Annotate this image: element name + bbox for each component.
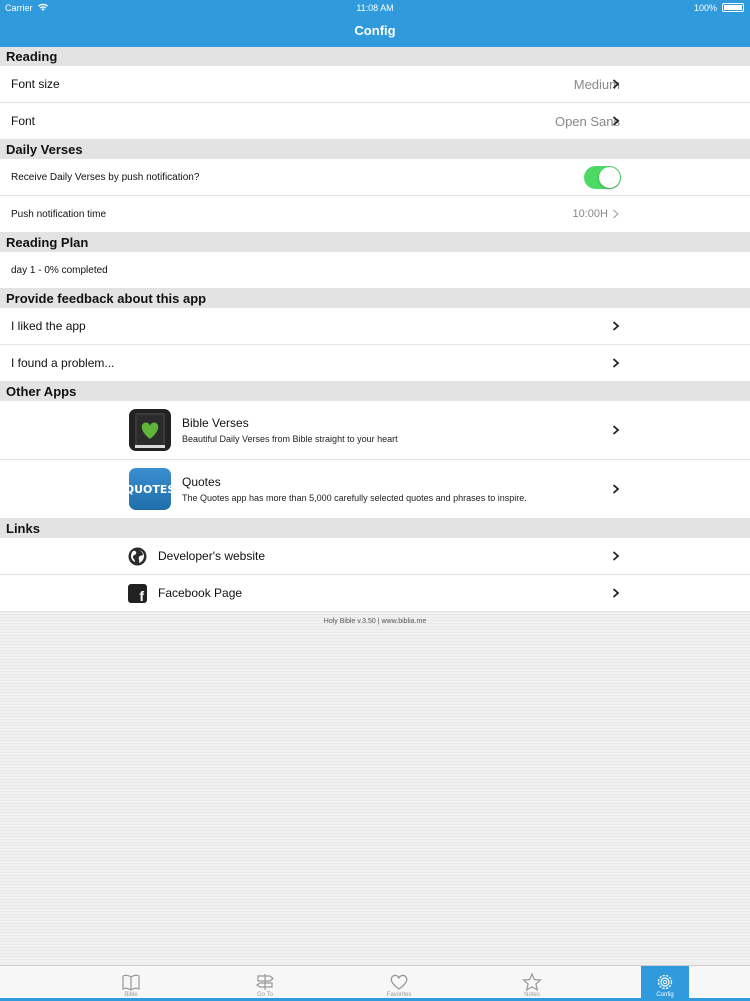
- chevron-right-icon: [612, 358, 620, 366]
- font-row[interactable]: [0, 103, 750, 140]
- app-name: Quotes: [182, 475, 221, 489]
- liked-app-row[interactable]: [0, 308, 750, 345]
- battery-icon: [722, 3, 744, 12]
- push-time-label: Push notification time: [11, 208, 107, 220]
- tab-notes[interactable]: [497, 966, 567, 1001]
- font-size-label: Font size: [11, 77, 60, 91]
- gear-icon: [655, 973, 675, 991]
- tab-bar: [0, 965, 750, 1001]
- chevron-right-icon: [612, 321, 620, 329]
- bible-book-icon: [129, 409, 171, 451]
- section-header-links: Links: [0, 519, 750, 538]
- font-value: Open Sans: [554, 113, 620, 129]
- quotes-app-icon: QUOTES: [129, 468, 171, 510]
- section-header-reading: Reading: [0, 47, 750, 66]
- app-row-bible-verses[interactable]: [0, 401, 750, 460]
- tab-label: Favorites: [386, 992, 412, 998]
- app-description: Beautiful Daily Verses from Bible straight to your heart: [182, 434, 398, 444]
- open-book-icon: [121, 973, 141, 991]
- reading-plan-row[interactable]: [0, 252, 750, 289]
- found-problem-label: I found a problem...: [11, 356, 115, 370]
- facebook-page-row[interactable]: [0, 575, 750, 612]
- tab-go-to[interactable]: [230, 966, 300, 1001]
- settings-list: [0, 47, 750, 625]
- tab-label: Go To: [257, 992, 273, 998]
- facebook-page-label: Facebook Page: [158, 586, 243, 600]
- reading-plan-progress: day 1 - 0% completed: [11, 264, 108, 276]
- chevron-right-icon: [612, 116, 620, 124]
- section-header-feedback: Provide feedback about this app: [0, 289, 750, 308]
- clock: 11:08 AM: [356, 3, 394, 13]
- push-time-value: 10:00H: [572, 208, 608, 220]
- page-title: Config: [354, 23, 396, 38]
- status-bar: [0, 0, 750, 16]
- app-row-quotes[interactable]: [0, 460, 750, 519]
- section-header-reading-plan: Reading Plan: [0, 233, 750, 252]
- liked-app-label: I liked the app: [11, 319, 86, 333]
- section-header-daily-verses: Daily Verses: [0, 140, 750, 159]
- developer-website-row[interactable]: [0, 538, 750, 575]
- section-header-other-apps: Other Apps: [0, 382, 750, 401]
- navigation-bar: [0, 0, 750, 47]
- chevron-right-icon: [612, 588, 620, 596]
- tab-favorites[interactable]: [364, 966, 434, 1001]
- chevron-right-icon: [612, 425, 620, 433]
- facebook-icon: f: [128, 584, 147, 603]
- version-footer: Holy Bible v.3.50 | www.biblia.me: [323, 618, 427, 625]
- push-notification-row: [0, 159, 750, 196]
- tab-label: Config: [656, 992, 674, 998]
- heart-icon: [389, 973, 409, 991]
- tab-bible[interactable]: [96, 966, 166, 1001]
- tab-label: Bible: [124, 992, 138, 998]
- chevron-right-icon: [612, 484, 620, 492]
- globe-icon: [128, 547, 147, 566]
- font-size-row[interactable]: [0, 66, 750, 103]
- carrier-label: Carrier: [5, 3, 33, 13]
- chevron-right-icon: [612, 551, 620, 559]
- app-name: Bible Verses: [182, 416, 249, 430]
- push-notification-toggle[interactable]: [584, 166, 621, 189]
- found-problem-row[interactable]: [0, 345, 750, 382]
- chevron-right-icon: [612, 79, 620, 87]
- tab-config[interactable]: [641, 966, 689, 1001]
- tab-label: Notes: [524, 992, 540, 998]
- app-description: The Quotes app has more than 5,000 carefully selected quotes and phrases to inspire.: [182, 493, 527, 503]
- font-label: Font: [11, 114, 36, 128]
- star-icon: [522, 973, 542, 991]
- developer-website-label: Developer's website: [158, 549, 266, 563]
- signpost-icon: [255, 973, 275, 991]
- battery-percent: 100%: [693, 3, 717, 13]
- font-size-value: Medium: [573, 76, 620, 92]
- push-notification-label: Receive Daily Verses by push notification?: [11, 171, 200, 183]
- chevron-right-icon: [612, 209, 620, 217]
- push-time-row[interactable]: [0, 196, 750, 233]
